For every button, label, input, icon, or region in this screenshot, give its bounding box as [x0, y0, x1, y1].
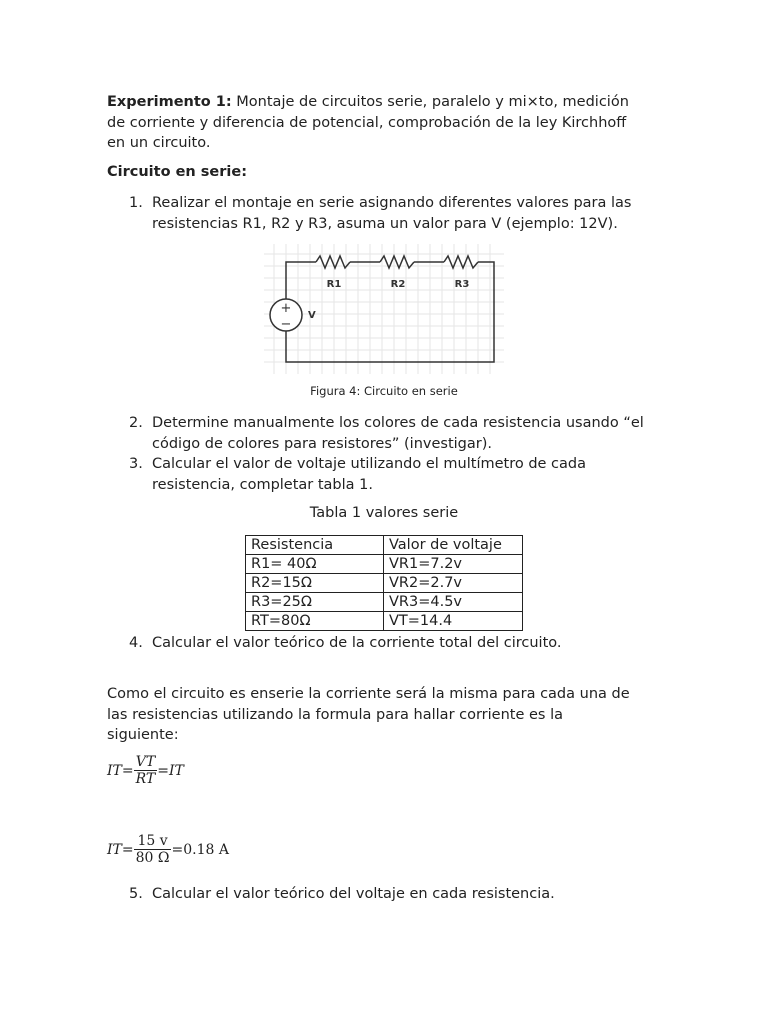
- table-cell: RT=80Ω: [246, 612, 384, 631]
- step-text-line1: Determine manualmente los colores de cada resistencia usando “el: [152, 415, 644, 431]
- label-r2: R2: [390, 279, 406, 290]
- label-r3: R3: [454, 279, 470, 290]
- table-cell: R3=25Ω: [246, 593, 384, 612]
- table-caption: Tabla 1 valores serie: [309, 505, 459, 521]
- fraction-denominator: RT: [135, 771, 156, 787]
- label-r1: R1: [326, 279, 342, 290]
- experiment-title: Experimento 1:: [107, 94, 232, 110]
- table-cell: R2=15Ω: [246, 574, 384, 593]
- section-title: Circuito en serie:: [107, 164, 248, 180]
- step-number: 5.: [129, 886, 143, 902]
- formula-rhs: =IT: [157, 763, 184, 779]
- fraction-denominator: 80 Ω: [135, 850, 170, 866]
- fraction: [134, 754, 158, 788]
- explanation-line2: las resistencias utilizando la formula para hallar corriente es la: [107, 706, 563, 723]
- experiment-text-line1: Montaje de circuitos serie, paralelo y mi×to, medición: [236, 94, 629, 110]
- step-number: 4.: [129, 635, 143, 651]
- formula-current-definition: [107, 754, 184, 788]
- table-cell: VR2=2.7v: [384, 574, 523, 593]
- table-row: [246, 612, 523, 631]
- formula-current-calculation: [107, 833, 229, 867]
- fraction-numerator: VT: [134, 754, 158, 771]
- fraction: [134, 833, 172, 867]
- experiment-intro: [107, 92, 667, 154]
- step-text-line1: Calcular el valor teórico de la corriente total del circuito.: [152, 635, 562, 651]
- explanation-paragraph: [107, 684, 667, 746]
- step-text-line1: Calcular el valor de voltaje utilizando el multímetro de cada: [152, 456, 587, 472]
- table-cell: VT=14.4: [384, 612, 523, 631]
- table-row: [246, 555, 523, 574]
- fraction-numerator: 15 v: [134, 833, 172, 850]
- formula-lhs: IT=: [107, 842, 134, 858]
- step-number: 3.: [129, 456, 143, 472]
- formula-rhs: =0.18 A: [171, 842, 229, 858]
- table-header-row: [246, 536, 523, 555]
- table-cell: VR3=4.5v: [384, 593, 523, 612]
- step-text-line2: resistencias R1, R2 y R3, asuma un valor para V (ejemplo: 12V).: [152, 215, 618, 232]
- formula-lhs: IT=: [107, 763, 134, 779]
- table-header-cell: Valor de voltaje: [384, 536, 523, 555]
- step-number: 1.: [129, 195, 143, 211]
- table-row: [246, 593, 523, 612]
- step-text-line2: código de colores para resistores” (investigar).: [152, 435, 492, 452]
- figure-caption: Figura 4: Circuito en serie: [310, 384, 458, 398]
- table-row: [246, 574, 523, 593]
- step-text-line1: Calcular el valor teórico del voltaje en cada resistencia.: [152, 886, 555, 902]
- explanation-line1: Como el circuito es enserie la corriente será la misma para cada una de: [107, 686, 630, 702]
- table-cell: VR1=7.2v: [384, 555, 523, 574]
- table-header-cell: Resistencia: [246, 536, 384, 555]
- experiment-text-line3: en un circuito.: [107, 135, 211, 151]
- voltage-plus: +: [280, 301, 292, 316]
- voltage-minus: −: [280, 317, 292, 332]
- explanation-line3: siguiente:: [107, 727, 179, 743]
- step-number: 2.: [129, 415, 143, 431]
- step-text-line2: resistencia, completar tabla 1.: [152, 476, 373, 493]
- experiment-text-line2: de corriente y diferencia de potencial, comprobación de la ley Kirchhoff: [107, 114, 627, 131]
- table-cell: R1= 40Ω: [246, 555, 384, 574]
- voltage-table: [245, 535, 523, 631]
- series-circuit-figure: [264, 244, 504, 374]
- step-text-line1: Realizar el montaje en serie asignando diferentes valores para las: [152, 195, 632, 211]
- label-v: V: [308, 310, 316, 321]
